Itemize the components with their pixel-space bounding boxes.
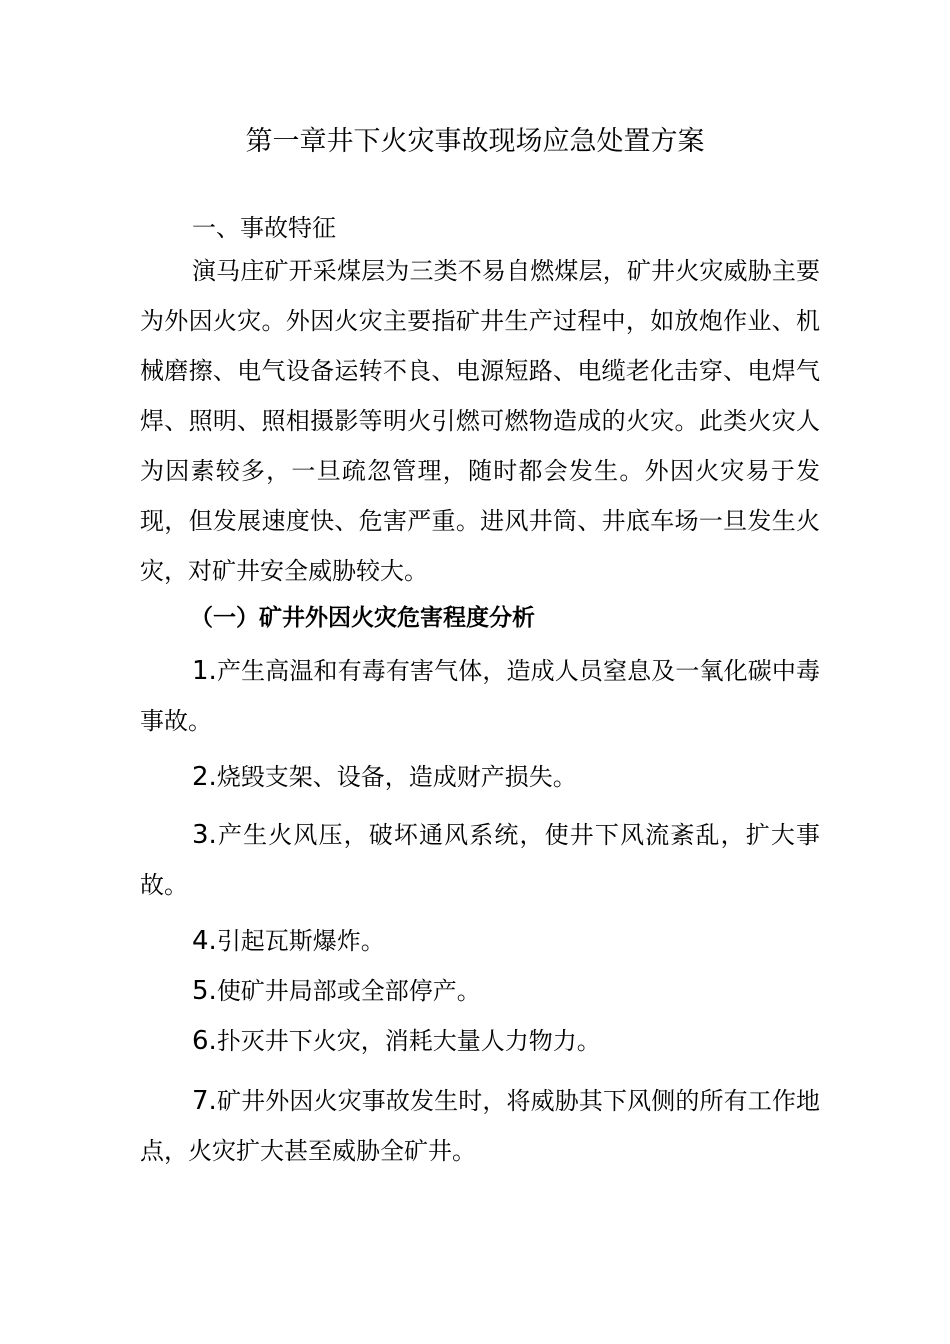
list-item-number: 2. [192,762,217,792]
list-item-text: 产生火风压，破坏通风系统，使井下风流紊乱，扩大事故。 [140,821,820,899]
list-item-text: 矿井外因火灾事故发生时，将威胁其下风侧的所有工作地点，火灾扩大甚至威胁全矿井。 [140,1087,820,1165]
subsection-heading: （一）矿井外因火灾危害程度分析 [190,605,535,631]
list-item [140,1016,820,1066]
list-item-number: 5. [192,976,217,1006]
list-item [140,916,820,966]
list-item-number: 1. [192,656,217,686]
list-item [140,810,820,910]
list-item-text: 扑灭井下火灾，消耗大量人力物力。 [216,1027,601,1055]
list-item-number: 3. [192,820,217,850]
list-item-text: 产生高温和有毒有害气体，造成人员窒息及一氧化碳中毒事故。 [140,657,820,735]
list-item [140,646,820,746]
intro-paragraph: 演马庄矿开采煤层为三类不易自燃煤层，矿井火灾威胁主要为外因火灾。外因火灾主要指矿井生产过程中，如放炮作业、机械磨擦、电气设备运转不良、电源短路、电缆老化击穿、电焊气焊、照明、照相摄影等明火引燃可燃物造成的火灾。此类火灾人为因素较多，一旦疏忽管理，随时都会发生。外因火灾易于发现，但发展速度快、危害严重。进风井筒、井底车场一旦发生火灾，对矿井安全威胁较大。 [140,257,820,585]
list-item-text: 烧毁支架、设备，造成财产损失。 [216,763,577,791]
list-item-text: 引起瓦斯爆炸。 [216,927,385,955]
list-item-number: 6. [192,1026,217,1056]
list-item [140,966,820,1016]
list-item [140,1076,820,1176]
list-item-number: 4. [192,926,217,956]
list-item [140,752,820,802]
section-heading: 一、事故特征 [192,214,336,242]
list-item-text: 使矿井局部或全部停产。 [216,977,481,1005]
page-title: 第一章井下火灾事故现场应急处置方案 [245,126,705,157]
list-item-number: 7. [192,1086,217,1116]
